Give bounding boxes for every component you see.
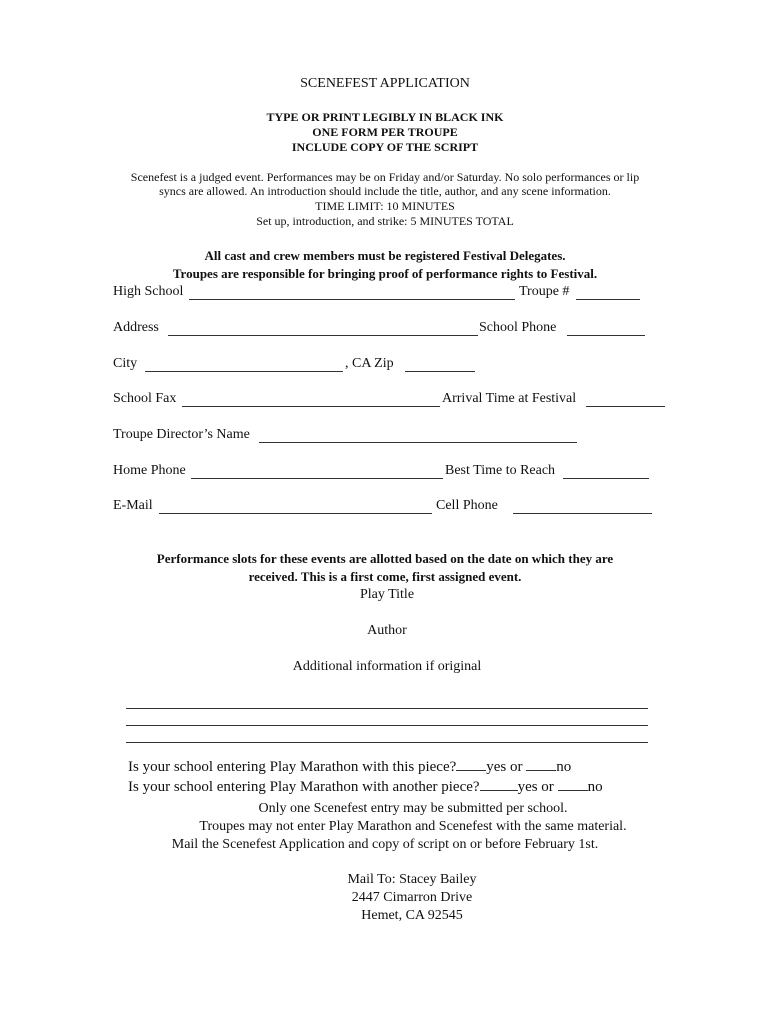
troupe-director-line[interactable] [259, 442, 577, 443]
troupe-director-label: Troupe Director’s Name [113, 427, 250, 442]
best-time-line[interactable] [563, 478, 649, 479]
school-fax-label: School Fax [113, 391, 177, 406]
additional-info-line-3[interactable] [126, 742, 648, 743]
city-line[interactable] [145, 371, 343, 372]
additional-info-line-2[interactable] [126, 725, 648, 726]
school-phone-line[interactable] [567, 335, 645, 336]
marathon-q2-no: no [587, 779, 603, 795]
marathon-q2-yes-blank[interactable] [480, 778, 518, 791]
instruction-ink: TYPE OR PRINT LEGIBLY IN BLACK INK [266, 110, 504, 124]
instruction-script: INCLUDE COPY OF THE SCRIPT [291, 140, 479, 154]
troupe-number-line[interactable] [576, 299, 640, 300]
mail-street: 2447 Cimarron Drive [351, 890, 473, 905]
time-limit: TIME LIMIT: 10 MINUTES [315, 199, 455, 213]
rule-same-material: Troupes may not enter Play Marathon and Scenefest with the same material. [199, 819, 627, 834]
marathon-q1-yes-blank[interactable] [456, 758, 486, 771]
best-time-label: Best Time to Reach [445, 463, 556, 478]
email-line[interactable] [159, 513, 432, 514]
marathon-q1-text: Is your school entering Play Marathon with this piece? [128, 759, 457, 775]
description-line-1: Scenefest is a judged event. Performances may be on Friday and/or Saturday. No solo performances or lip [130, 170, 640, 184]
play-title-label: Play Title [359, 587, 415, 602]
slots-notice-line-2: received. This is a first come, first assigned event. [248, 569, 522, 584]
high-school-label: High School [113, 284, 184, 299]
home-phone-line[interactable] [191, 478, 443, 479]
zip-line[interactable] [405, 371, 475, 372]
instruction-one-form: ONE FORM PER TROUPE [312, 125, 458, 139]
marathon-q1-no: no [556, 759, 572, 775]
mail-city: Hemet, CA 92545 [361, 908, 463, 923]
rights-notice: Troupes are responsible for bringing proof of performance rights to Festival. [172, 266, 598, 281]
zip-label: , CA Zip [345, 356, 394, 371]
school-phone-label: School Phone [479, 320, 557, 335]
marathon-question-this-piece [128, 758, 571, 776]
city-label: City [113, 356, 138, 371]
marathon-q2-no-blank[interactable] [558, 778, 588, 791]
additional-info-label: Additional information if original [292, 659, 482, 674]
school-fax-line[interactable] [182, 406, 440, 407]
marathon-question-another-piece [128, 778, 603, 796]
address-label: Address [113, 320, 159, 335]
marathon-q1-yes-or: yes or [486, 759, 523, 775]
marathon-q1-no-blank[interactable] [526, 758, 556, 771]
author-label: Author [367, 623, 407, 638]
slots-notice-line-1: Performance slots for these events are allotted based on the date on which they are [156, 551, 614, 566]
address-line[interactable] [168, 335, 478, 336]
description-line-2: syncs are allowed. An introduction should include the title, author, and any scene information. [159, 184, 611, 198]
high-school-line[interactable] [189, 299, 515, 300]
arrival-time-line[interactable] [586, 406, 665, 407]
rule-one-entry: Only one Scenefest entry may be submitted per school. [258, 801, 568, 816]
mail-to: Mail To: Stacey Bailey [347, 872, 477, 887]
home-phone-label: Home Phone [113, 463, 186, 478]
marathon-q2-text: Is your school entering Play Marathon with another piece? [128, 779, 480, 795]
arrival-time-label: Arrival Time at Festival [442, 391, 577, 406]
troupe-number-label: Troupe # [519, 284, 570, 299]
cell-phone-line[interactable] [513, 513, 652, 514]
additional-info-line-1[interactable] [126, 708, 648, 709]
cell-phone-label: Cell Phone [436, 498, 498, 513]
setup-time: Set up, introduction, and strike: 5 MINUTES TOTAL [256, 214, 514, 228]
delegates-notice: All cast and crew members must be registered Festival Delegates. [204, 248, 566, 263]
marathon-q2-yes-or: yes or [517, 779, 554, 795]
email-label: E-Mail [113, 498, 153, 513]
page-title: SCENEFEST APPLICATION [300, 76, 470, 91]
rule-deadline: Mail the Scenefest Application and copy of script on or before February 1st. [171, 837, 599, 852]
